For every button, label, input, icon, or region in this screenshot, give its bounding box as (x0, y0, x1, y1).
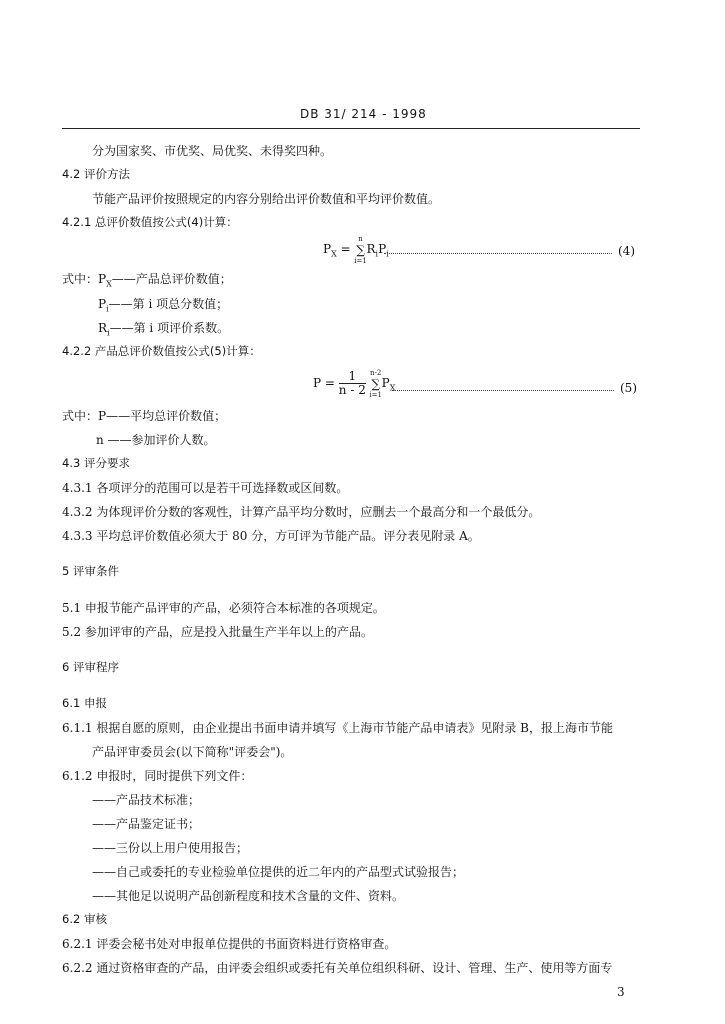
clause-line: 6.2.2 通过资格审查的产品，由评委会组织或委托有关单位组织科研、设计、管理、生产、使用等方面专 (62, 961, 613, 975)
variable-definition (98, 322, 229, 337)
definition-text: ——第 i 项总分数值； (108, 297, 229, 311)
formula-5 (313, 370, 395, 397)
formula-4-term-p: P (378, 242, 387, 256)
sum-upper-limit: n (358, 234, 363, 243)
list-item: ——其他足以说明产品创新程度和技术含量的文件、资料。 (92, 889, 405, 903)
definition-term-sub: i (107, 328, 110, 338)
summation-sign: ∑ n i=1 (354, 234, 367, 265)
definition-term: P (98, 297, 107, 311)
clause-line: 5.2 参加评审的产品，应是投入批量生产半年以上的产品。 (62, 625, 373, 639)
definition-term-sub: X (106, 279, 112, 289)
leader-dots (392, 390, 614, 391)
section-heading-4-2-1: 4.2.1 总评价数值按公式(4)计算： (62, 215, 238, 229)
document-code-header: DB 31/ 214 - 1998 (300, 107, 427, 121)
formula-4-term-r-sub: i (375, 249, 379, 259)
list-item: ——产品技术标准； (92, 793, 201, 807)
page-number: 3 (617, 985, 625, 999)
formula-5-term-p-sub: X (389, 383, 396, 393)
formula-4-term-r: R (366, 242, 376, 256)
clause-line: 4.3.2 为体现评价分数的客观性，计算产品平均分数时，应删去一个最高分和一个最低分。 (62, 505, 541, 519)
section-heading-4-3: 4.3 评分要求 (62, 456, 130, 470)
variable-definition (98, 298, 228, 313)
chapter-heading-6: 6 评审程序 (62, 660, 119, 674)
formula-4-lhs: P (323, 242, 332, 256)
section-heading-4-2-2: 4.2.2 产品总评价数值按公式(5)计算： (62, 344, 261, 358)
clause-line: 6.2.1 评委会秘书处对申报单位提供的书面资料进行资格审查。 (62, 937, 397, 951)
section-heading-4-2: 4.2 评价方法 (62, 167, 130, 181)
fraction-numerator: 1 (339, 370, 366, 384)
formula-4 (323, 234, 389, 265)
sum-lower-limit: i=1 (354, 256, 367, 265)
definition-term: R (98, 321, 108, 335)
formula-4-number: (4) (618, 244, 635, 258)
clause-line: 4.3.1 各项评分的范围可以是若干可选择数或区间数。 (62, 481, 349, 495)
definition-term-sub: i (106, 304, 109, 314)
leader-dots (384, 253, 612, 254)
list-item: ——自己或委托的专业检验单位提供的近二年内的产品型式试验报告； (92, 865, 465, 879)
variable-definition: n ——参加评价人数。 (96, 433, 216, 447)
clause-line: 4.3.3 平均总评价数值必须大于 80 分，方可评为节能产品。评分表见附录 A。 (62, 529, 480, 543)
variable-definition: 式中：P——平均总评价数值； (62, 409, 227, 423)
formula-4-term-p-sub: i (386, 249, 389, 259)
definition-text: ——产品总评价数值； (111, 272, 232, 286)
chapter-heading-5: 5 评审条件 (62, 564, 119, 578)
clause-line: 6.1.2 申报时，同时提供下列文件： (62, 769, 253, 783)
variable-definition (62, 273, 232, 288)
formula-5-lhs: P (313, 376, 322, 390)
definition-text: ——第 i 项评价系数。 (109, 321, 230, 335)
fraction (339, 370, 366, 397)
formula-5-number: (5) (620, 381, 637, 395)
formula-5-equals: = (324, 376, 335, 390)
list-item: ——产品鉴定证书； (92, 817, 201, 831)
formula-4-equals: = (340, 242, 351, 256)
formula-5-term-p: P (381, 376, 390, 390)
paragraph-line: 节能产品评价按照规定的内容分别给出评价数值和平均评价数值。 (92, 192, 441, 206)
header-rule (62, 128, 640, 129)
fraction-denominator: n - 2 (338, 383, 366, 397)
clause-line: 产品评审委员会(以下简称"评委会")。 (92, 745, 293, 759)
section-heading-6-2: 6.2 审核 (62, 912, 107, 926)
sum-lower-limit: i=1 (369, 390, 382, 399)
clause-line: 5.1 申报节能产品评审的产品，必须符合本标准的各项规定。 (62, 601, 385, 615)
formula-4-lhs-sub: X (331, 249, 337, 259)
sum-upper-limit: n-2 (370, 368, 382, 377)
clause-line: 6.1.1 根据自愿的原则，由企业提出书面申请并填写《上海市节能产品申请表》见附录 B，报上海市节能 (62, 721, 613, 735)
summation-sign: ∑ n-2 i=1 (369, 368, 382, 399)
section-heading-6-1: 6.1 申报 (62, 696, 107, 710)
paragraph-line: 分为国家奖、市优奖、局优奖、未得奖四种。 (92, 144, 333, 158)
list-item: ——三份以上用户使用报告； (92, 841, 249, 855)
definition-term: 式中：P (62, 272, 107, 286)
